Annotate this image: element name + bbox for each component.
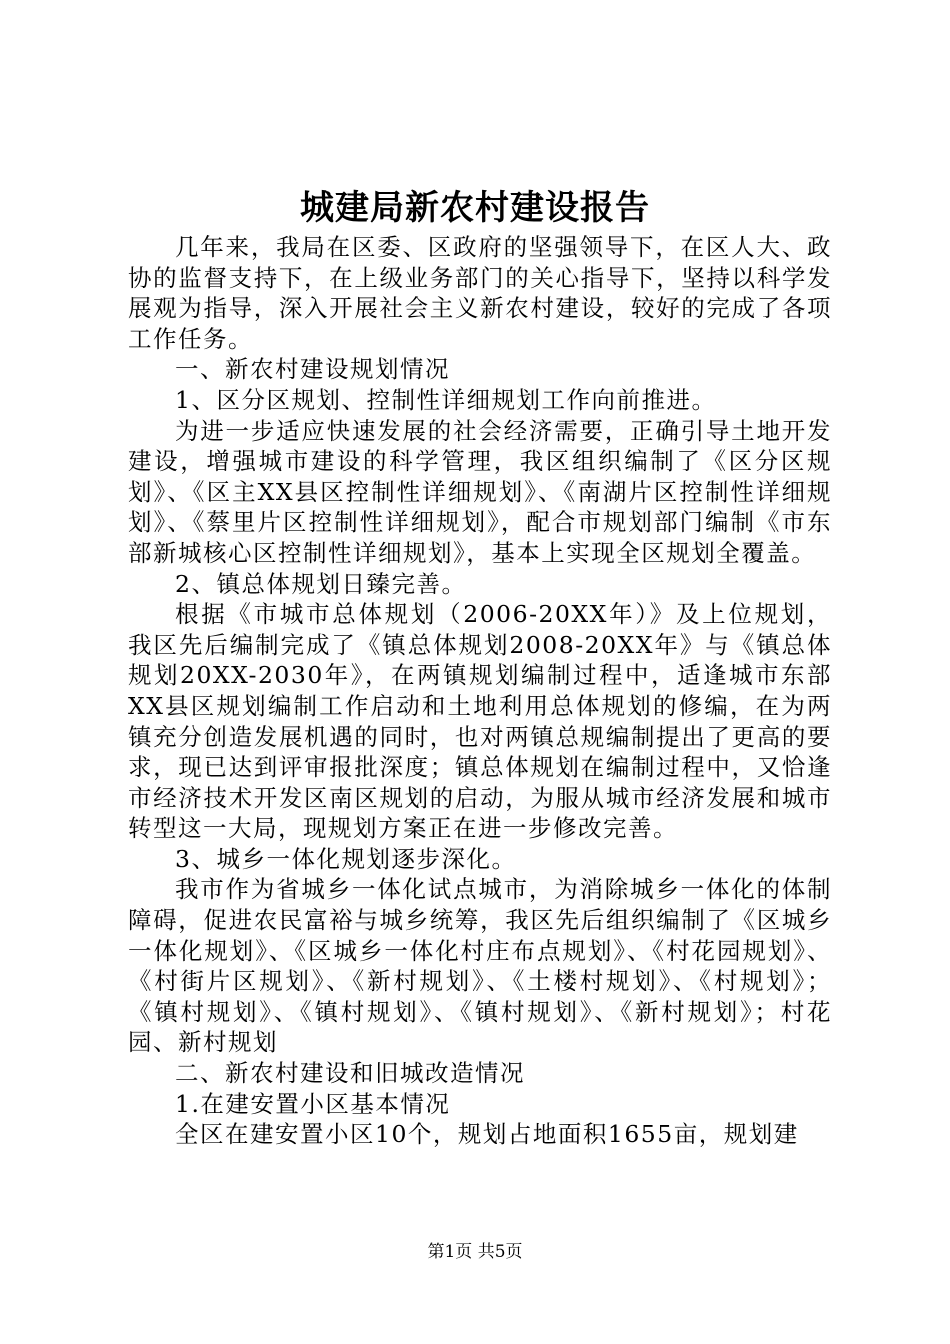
paragraph-1-2: 根据《市城市总体规划（2006-20XX年）》及上位规划，我区先后编制完成了《镇总体规划2008-20XX年》与《镇总体规划20XX-2030年》，在两镇规划编制过程中，适逢城市东部XX县区规划编制工作启动和土地利用总体规划的修编，在为两镇充分创造发展机遇的同时，也对两镇总规编制提出了更高的要求，现已达到评审报批深度；镇总体规划在编制过程中，又恰逢市经济技术开发区南区规划的启动，为服从城市经济发展和城市转型这一大局，现规划方案正在进一步修改完善。 [128,600,832,843]
paragraph-intro: 几年来，我局在区委、区政府的坚强领导下，在区人大、政协的监督支持下，在上级业务部门的关心指导下，坚持以科学发展观为指导，深入开展社会主义新农村建设，较好的完成了各项工作任务。 [128,233,832,353]
document-body [128,232,832,1150]
subheading-1-3: 3、城乡一体化规划逐步深化。 [175,844,517,873]
document-title: 城建局新农村建设报告 [300,188,650,228]
subheading-2-1: 1.在建安置小区基本情况 [175,1089,451,1118]
section-heading-1: 一、新农村建设规划情况 [175,355,450,384]
page-footer: 第1页 共5页 [427,1242,523,1262]
paragraph-1-3: 我市作为省城乡一体化试点城市，为消除城乡一体化的体制障碍，促进农民富裕与城乡统筹，我区先后组织编制了《区城乡一体化规划》、《区城乡一体化村庄布点规划》、《村花园规划》、《村街片区规划》、《新村规划》、《土楼村规划》、《村规划》；《镇村规划》、《镇村规划》、《镇村规划》、《新村规划》；村花园、新村规划 [128,875,832,1057]
section-heading-2: 二、新农村建设和旧城改造情况 [175,1059,525,1088]
subheading-1-1: 1、区分区规划、控制性详细规划工作向前推进。 [175,385,717,414]
paragraph-1-1: 为进一步适应快速发展的社会经济需要，正确引导土地开发建设，增强城市建设的科学管理，我区组织编制了《区分区规划》、《区主XX县区控制性详细规划》、《南湖片区控制性详细规划》、《蔡里片区控制性详细规划》，配合市规划部门编制《市东部新城核心区控制性详细规划》，基本上实现全区规划全覆盖。 [128,416,832,567]
paragraph-2-1: 全区在建安置小区10个，规划占地面积1655亩，规划建 [175,1120,799,1149]
subheading-1-2: 2、镇总体规划日臻完善。 [175,569,467,598]
